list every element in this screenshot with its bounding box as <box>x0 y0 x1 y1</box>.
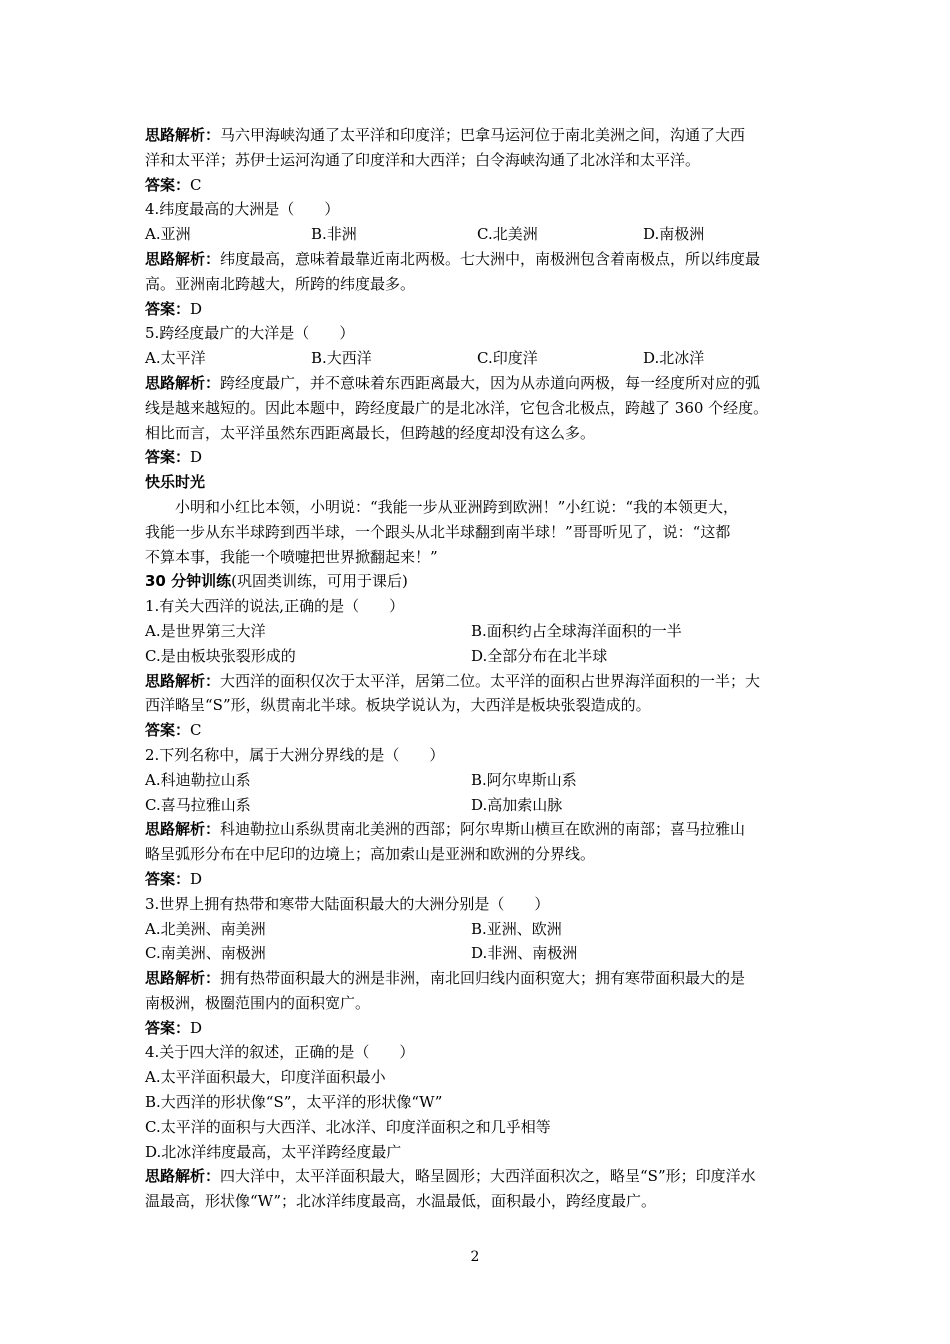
question-text: A.太平洋面积最大，印度洋面积最小 <box>145 1068 386 1087</box>
analysis-line <box>145 966 809 991</box>
analysis-line <box>145 421 809 446</box>
answer-label: 答案： <box>145 448 191 467</box>
question-text: B.大西洋的形状像“S”，太平洋的形状像“W” <box>145 1093 443 1112</box>
answer-line <box>145 297 809 322</box>
option: B.阿尔卑斯山系 <box>471 770 577 789</box>
analysis-text: 洋和太平洋；苏伊士运河沟通了印度洋和大西洋；白令海峡沟通了北冰洋和太平洋。 <box>145 150 701 169</box>
answer-label: 答案： <box>145 721 191 740</box>
analysis-label: 思路解析： <box>145 820 221 839</box>
analysis-line <box>145 396 809 421</box>
question-text: 4.纬度最高的大洲是（ ） <box>145 200 340 219</box>
answer-value: D <box>190 869 203 888</box>
answer-label: 答案： <box>145 299 191 318</box>
section-title <box>145 569 809 594</box>
analysis-line <box>145 693 809 718</box>
analysis-line <box>145 148 809 173</box>
section-heading: 快乐时光 <box>145 473 206 492</box>
analysis-text: 温最高，形状像“W”；北冰洋纬度最高，水温最低，面积最小，跨经度最广。 <box>145 1192 657 1211</box>
question-text: 3.世界上拥有热带和寒带大陆面积最大的大洲分别是（ ） <box>145 894 550 913</box>
answer-line <box>145 173 809 198</box>
option: C.是由板块张裂形成的 <box>145 646 296 665</box>
analysis-text: 纬度最高，意味着最靠近南北两极。七大洲中，南极洲包含着南极点，所以纬度最 <box>220 249 761 268</box>
analysis-line <box>145 1164 809 1189</box>
option: D.南极洲 <box>643 225 705 244</box>
answer-line <box>145 867 809 892</box>
option: D.北冰洋 <box>643 349 705 368</box>
analysis-text: 西洋略呈“S”形，纵贯南北半球。板块学说认为，大西洋是板块张裂造成的。 <box>145 696 651 715</box>
option: A.太平洋 <box>145 349 206 368</box>
section-label: 30 分钟训练 <box>145 572 232 591</box>
analysis-text: 相比而言，太平洋虽然东西距离最长，但跨越的经度却没有这么多。 <box>145 423 596 442</box>
option: A.亚洲 <box>145 225 191 244</box>
analysis-line <box>145 1189 809 1214</box>
question-text: 5.跨经度最广的大洋是（ ） <box>145 324 355 343</box>
analysis-text: 跨经度最广，并不意味着东西距离最大，因为从赤道向两极，每一经度所对应的弧 <box>220 373 761 392</box>
option: D.非洲、南极洲 <box>471 944 578 963</box>
analysis-line <box>145 272 809 297</box>
answer-line <box>145 445 809 470</box>
analysis-text: 略呈弧形分布在中尼印的边境上；高加索山是亚洲和欧洲的分界线。 <box>145 845 596 864</box>
option: C.北美洲 <box>477 225 538 244</box>
analysis-text: 科迪勒拉山系纵贯南北美洲的西部；阿尔卑斯山横亘在欧洲的南部；喜马拉雅山 <box>220 820 746 839</box>
answer-line <box>145 718 809 743</box>
answer-label: 答案： <box>145 1018 191 1037</box>
answer-value: C <box>190 175 202 194</box>
answer-label: 答案： <box>145 869 191 888</box>
option: A.是世界第三大洋 <box>145 621 266 640</box>
analysis-label: 思路解析： <box>145 249 221 268</box>
answer-value: D <box>190 448 203 467</box>
options-row <box>145 346 809 371</box>
analysis-line <box>145 817 809 842</box>
options-row <box>145 644 809 669</box>
analysis-line <box>145 991 809 1016</box>
section-note: (巩固类训练，可用于课后) <box>231 572 408 591</box>
option: C.印度洋 <box>477 349 538 368</box>
option: B.面积约占全球海洋面积的一半 <box>471 621 682 640</box>
analysis-line <box>145 247 809 272</box>
analysis-text: 南极洲，极圈范围内的面积宽广。 <box>145 993 371 1012</box>
page-number: 2 <box>470 1249 480 1265</box>
analysis-text: 大西洋的面积仅次于太平洋，居第二位。太平洋的面积占世界海洋面积的一半；大 <box>220 671 761 690</box>
option: A.北美洲、南美洲 <box>145 919 266 938</box>
option: D.高加索山脉 <box>471 795 563 814</box>
analysis-text: 高。亚洲南北跨越大，所跨的纬度最多。 <box>145 274 416 293</box>
option: B.亚洲、欧洲 <box>471 919 562 938</box>
analysis-text: 线是越来越短的。因此本题中，跨经度最广的是北冰洋，它包含北极点，跨越了 360 个经度。 <box>145 398 769 417</box>
answer-value: C <box>190 721 202 740</box>
analysis-line <box>145 371 809 396</box>
analysis-label: 思路解析： <box>145 671 221 690</box>
analysis-label: 思路解析： <box>145 373 221 392</box>
story-line: 我能一步从东半球跨到西半球，一个跟头从北半球翻到南半球！”哥哥听见了，说：“这都 <box>145 522 731 541</box>
analysis-text: 四大洋中，太平洋面积最大，略呈圆形；大西洋面积次之，略呈“S”形；印度洋水 <box>220 1167 756 1186</box>
question-text: 1.有关大西洋的说法,正确的是（ ） <box>145 597 405 616</box>
answer-value: D <box>190 299 203 318</box>
question-text: D.北冰洋纬度最高，太平洋跨经度最广 <box>145 1142 402 1161</box>
options-row <box>145 793 809 818</box>
story-line: 不算本事，我能一个喷嚏把世界掀翻起来！” <box>145 547 438 566</box>
analysis-line <box>145 842 809 867</box>
analysis-label: 思路解析： <box>145 1167 221 1186</box>
analysis-text: 马六甲海峡沟通了太平洋和印度洋；巴拿马运河位于南北美洲之间，沟通了大西 <box>220 126 746 144</box>
question-text: C.太平洋的面积与大西洋、北冰洋、印度洋面积之和几乎相等 <box>145 1117 551 1136</box>
options-row <box>145 941 809 966</box>
options-row <box>145 619 809 644</box>
options-row <box>145 768 809 793</box>
answer-value: D <box>190 1018 203 1037</box>
options-row <box>145 917 809 942</box>
options-row <box>145 222 809 247</box>
question-text: 4.关于四大洋的叙述，正确的是（ ） <box>145 1043 415 1062</box>
analysis-text: 拥有热带面积最大的洲是非洲，南北回归线内面积宽大；拥有寒带面积最大的是 <box>220 969 746 988</box>
option: B.非洲 <box>311 225 357 244</box>
answer-line <box>145 1016 809 1041</box>
analysis-line <box>145 669 809 694</box>
answer-label: 答案： <box>145 175 191 194</box>
analysis-label: 思路解析： <box>145 126 221 144</box>
analysis-label: 思路解析： <box>145 969 221 988</box>
option: B.大西洋 <box>311 349 372 368</box>
question-text: 2.下列名称中，属于大洲分界线的是（ ） <box>145 745 445 764</box>
option: A.科迪勒拉山系 <box>145 770 251 789</box>
option: C.喜马拉雅山系 <box>145 795 251 814</box>
analysis-line <box>145 123 809 148</box>
story-line: 小明和小红比本领，小明说：“我能一步从亚洲跨到欧洲！”小红说：“我的本领更大， <box>175 497 739 516</box>
option: D.全部分布在北半球 <box>471 646 608 665</box>
option: C.南美洲、南极洲 <box>145 944 266 963</box>
document-body <box>145 123 809 1214</box>
